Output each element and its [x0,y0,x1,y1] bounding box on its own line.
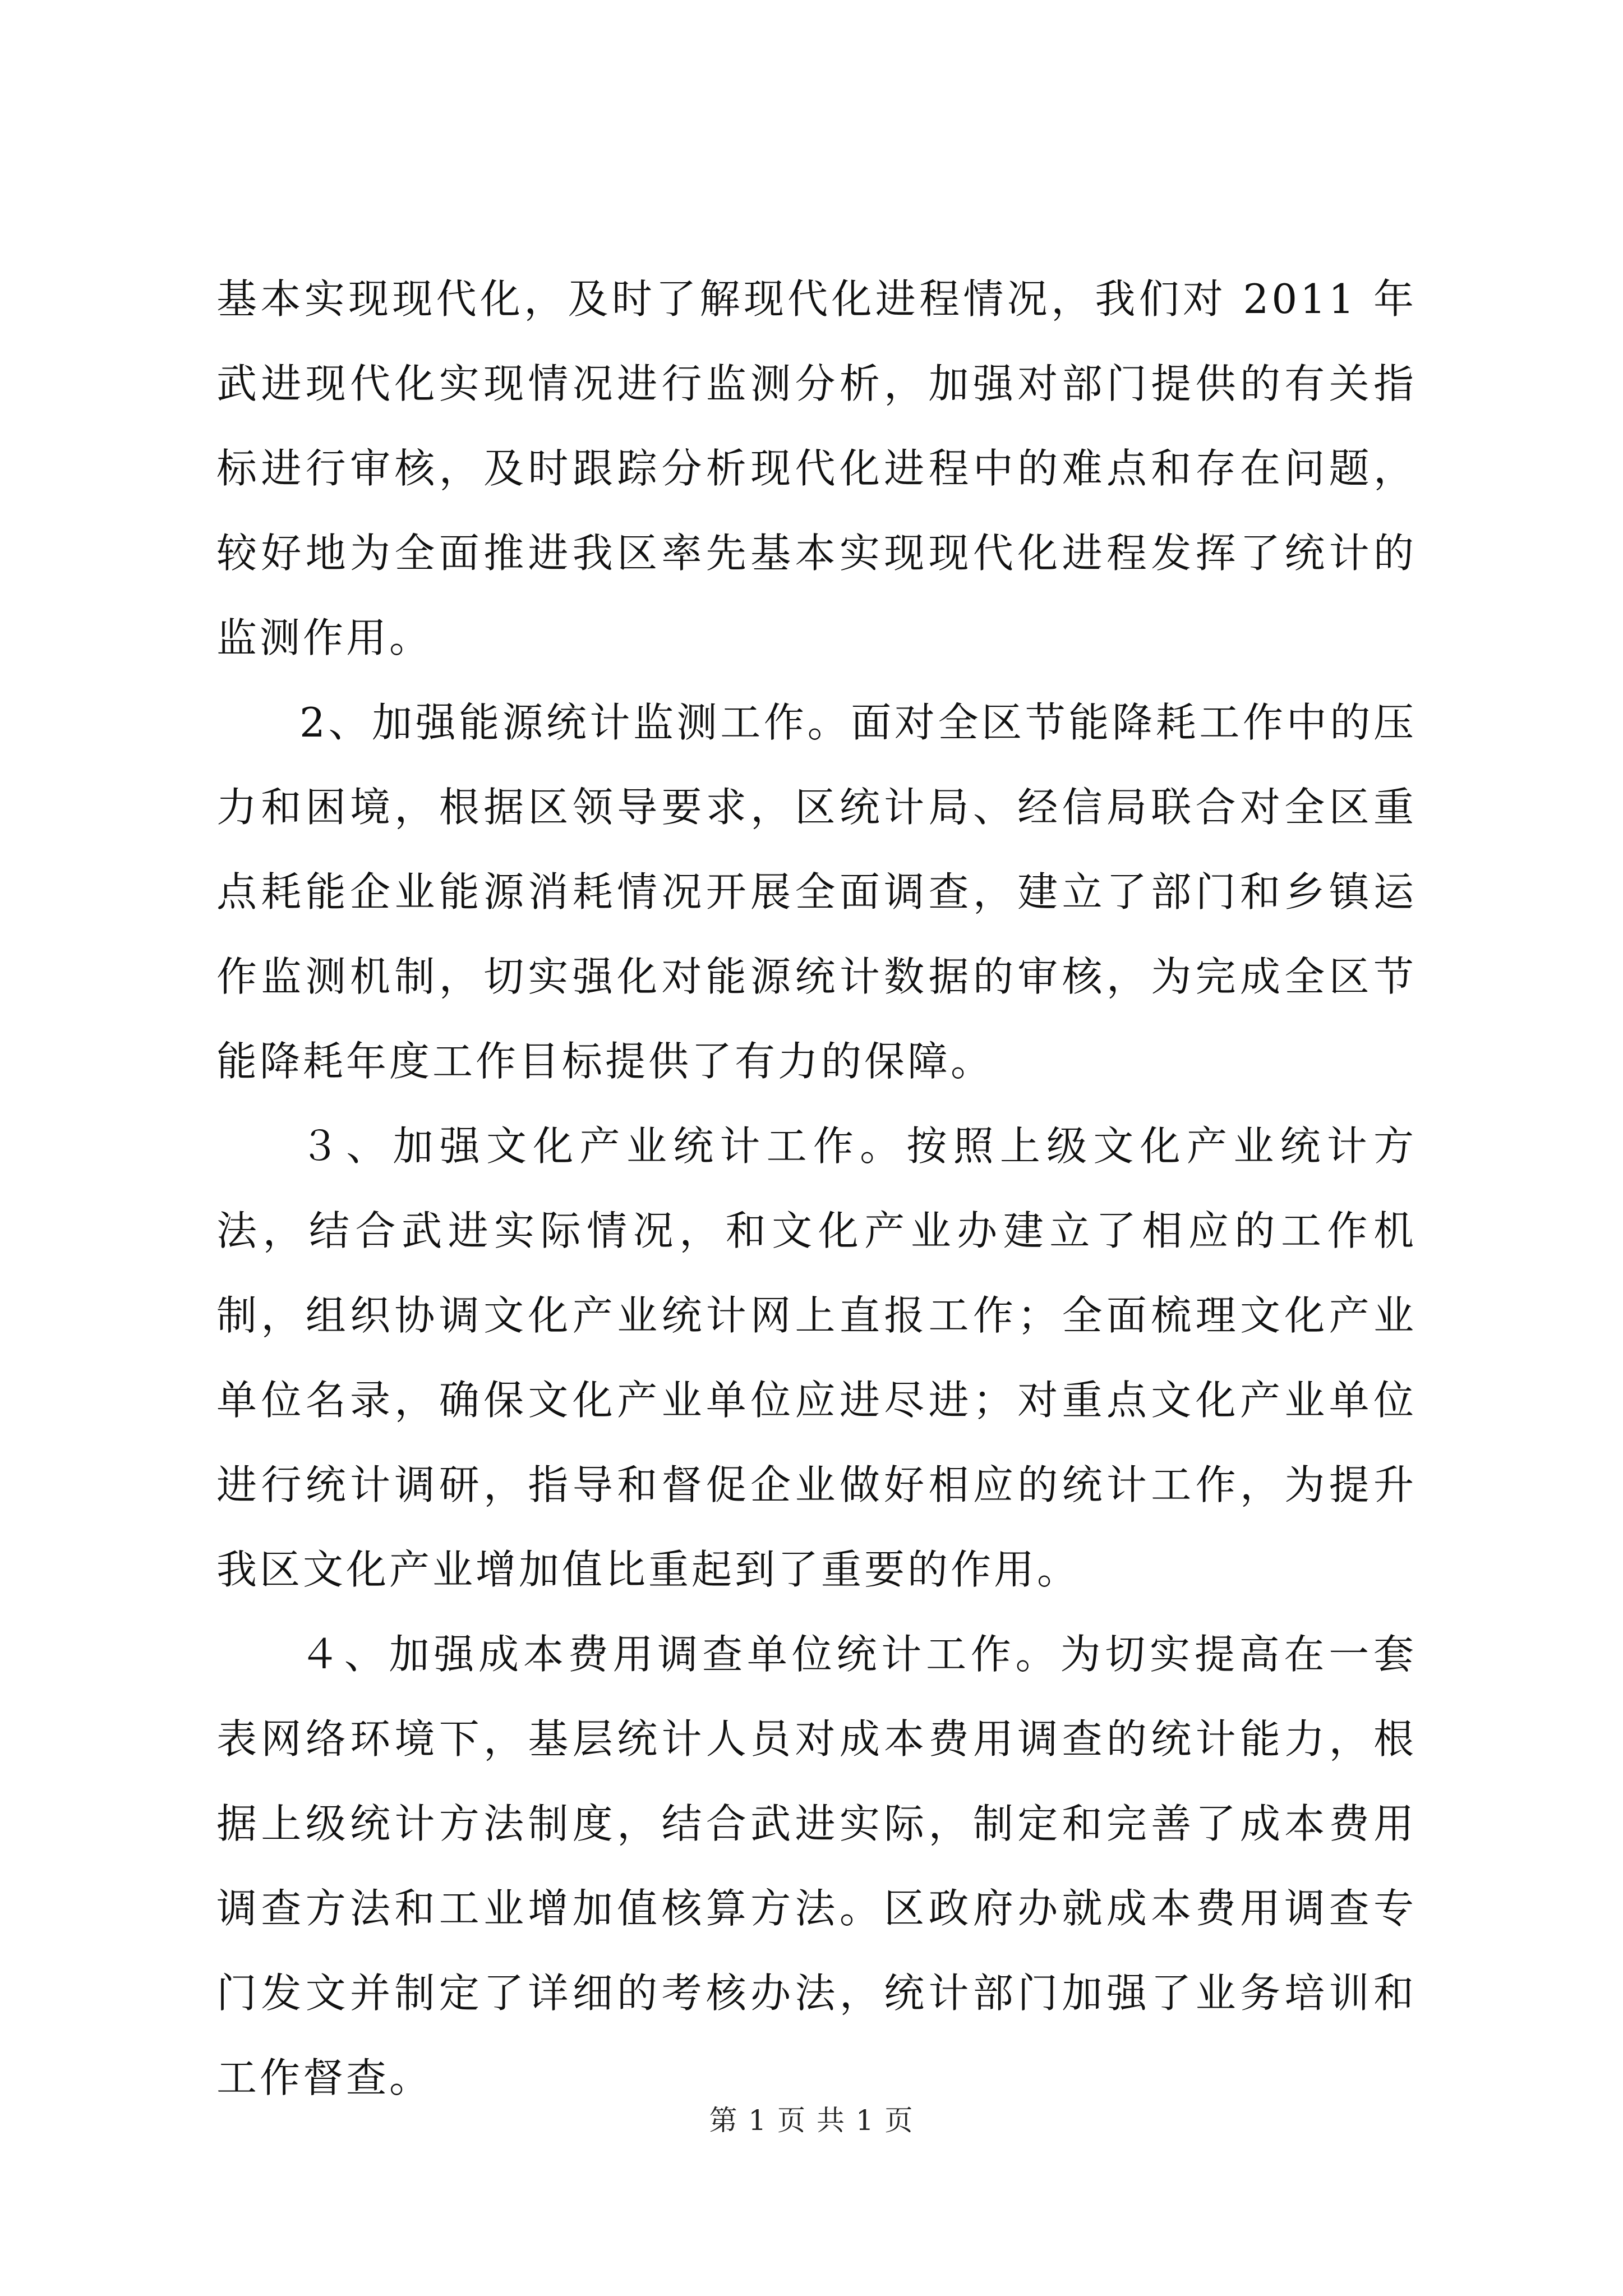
paragraph-modernization-monitoring: 基本实现现代化，及时了解现代化进程情况，我们对 2011 年武进现代化实现情况进行监测分析，加强对部门提供的有关指标进行审核，及时跟踪分析现代化进程中的难点和存在问题，较好地为全面推进我区率先基本实现现代化进程发挥了统计的监测作用。 [216,275,1417,661]
paragraph-cost-survey-statistics: ４、加强成本费用调查单位统计工作。为切实提高在一套表网络环境下，基层统计人员对成本费用调查的统计能力，根据上级统计方法制度，结合武进实际，制定和完善了成本费用调查方法和工业增加值核算方法。区政府办就成本费用调查专门发文并制定了详细的考核办法，统计部门加强了业务培训和工作督查。 [216,1631,1417,2101]
paragraph-cultural-industry-statistics: ３、加强文化产业统计工作。按照上级文化产业统计方法，结合武进实际情况，和文化产业办建立了相应的工作机制，组织协调文化产业统计网上直报工作；全面梳理文化产业单位名录，确保文化产业单位应进尽进；对重点文化产业单位进行统计调研，指导和督促企业做好相应的统计工作，为提升我区文化产业增加值比重起到了重要的作用。 [216,1122,1417,1593]
page-number-footer: 第 1 页 共 1 页 [709,2104,914,2137]
paragraph-energy-statistics: 2、加强能源统计监测工作。面对全区节能降耗工作中的压力和困境，根据区领导要求，区统计局、经信局联合对全区重点耗能企业能源消耗情况开展全面调查，建立了部门和乡镇运作监测机制，切实强化对能源统计数据的审核，为完成全区节能降耗年度工作目标提供了有力的保障。 [216,699,1417,1085]
document-body [216,257,1417,2120]
